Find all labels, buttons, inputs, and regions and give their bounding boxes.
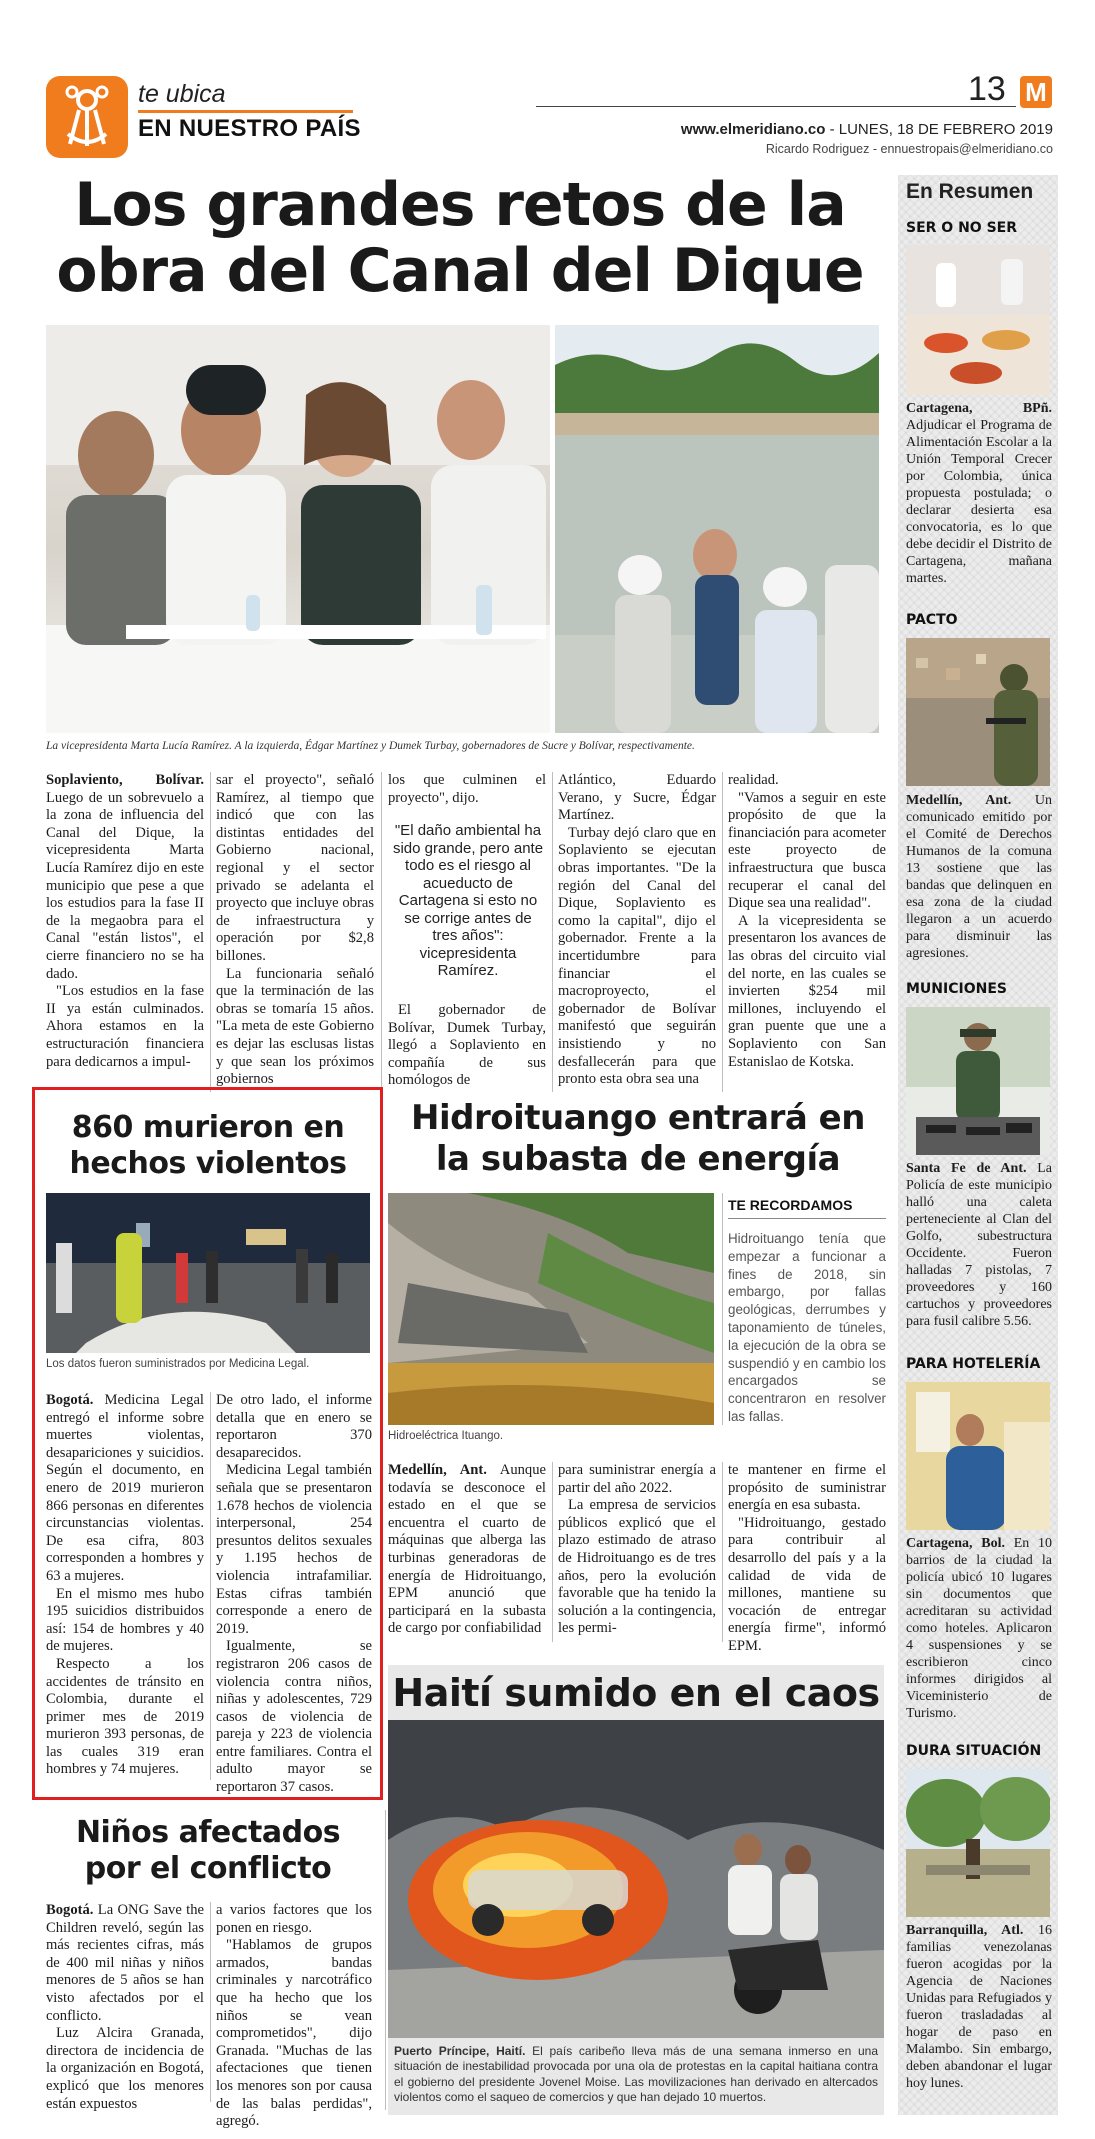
- main-photo-caption: La vicepresidenta Marta Lucía Ramírez. A la izquierda, Édgar Martínez y Dumek Turbay, gobernadores de Sucre y Bolívar, respectivamente.: [46, 740, 695, 752]
- photo-dam: [388, 1193, 714, 1425]
- sidebar-item-head: PACTO: [906, 612, 958, 628]
- violence-headline: [40, 1110, 376, 1182]
- violence-headline-line1: 860 murieron en: [71, 1110, 345, 1145]
- sidebar-item-text: Cartagena, BPñ. Adjudicar el Programa de Alimentación Escolar a la Unión Temporal Crecer por Colombia, única propuesta postulada; o declarar desierta esa convocatoria, es lo que debe decidir el Distrito de Cartagena, mañana martes.: [906, 401, 1052, 586]
- column-divider: [210, 772, 211, 1092]
- header-rule: [536, 106, 1016, 107]
- column-divider: [722, 772, 723, 1092]
- compass-icon: [46, 76, 128, 158]
- hidro-col-3: te mantener en firme el propósito de suministrar energía en esa subasta. "Hidroituango, gestado para contribuir al desarrollo del país y a la calidad de vida de millones, mantiene su vocación de entregar energía firme", informó EPM.: [728, 1462, 886, 1654]
- photo-crime-scene: [46, 1193, 370, 1353]
- column-divider: [385, 1810, 386, 2110]
- sidebar-title: En Resumen: [906, 180, 1034, 203]
- main-headline-line2: obra del Canal del Dique: [56, 236, 864, 306]
- children-headline: [40, 1815, 376, 1887]
- main-col-5: realidad. "Vamos a seguir en este propósito de que la financiación para acometer este proyecto de infraestructura que busca recuperar el canal del Dique sea una realidad". A la vicepresidenta se presentaron los avances de las obras del circuito vial del norte, en las cuales se invierten $254 mil millones, incluyendo el gran puente que une a Soplaviento con San Estanislao de Kotska.: [728, 772, 887, 1070]
- violence-dateline: Bogotá.: [46, 1392, 94, 1408]
- photo-meeting: [46, 325, 550, 733]
- remember-box-title: TE RECORDAMOS: [728, 1197, 853, 1213]
- photo-school-meal: [906, 245, 1050, 395]
- photo-weapons-seizure: [906, 1007, 1050, 1155]
- sidebar-item-text: Medellín, Ant. Un comunicado emitido por el Comité de Derechos Humanos de la comuna 13 sostiene que las bandas que delinquen en esa zona de la ciudad llegaron a un acuerdo para disminuir las agresiones.: [906, 793, 1052, 961]
- children-headline-line1: Niños afectados: [75, 1815, 341, 1850]
- violence-col-1: Bogotá. Medicina Legal entregó el informe sobre muertes violentas, desapariciones y suicidios. Según el documento, en enero de 2019 murieron 866 personas en diferentes circunstancias violentas. De esa cifra, 803 corresponden a hombres y 63 a mujeres. En el mismo mes hubo 195 suicidios distribuidos así: 154 de hombres y 40 de mujeres. Respecto a los accidentes de tránsito en Colombia, durante el primer mes de 2019 murieron 393 personas, de las cuales 319 eran hombres y 74 mujeres.: [46, 1392, 204, 1778]
- remember-box-rule: [728, 1218, 886, 1219]
- section-title: EN NUESTRO PAÍS: [138, 115, 361, 142]
- photo-river: [555, 325, 879, 733]
- hidro-dateline: Medellín, Ant.: [388, 1462, 487, 1478]
- column-divider: [381, 772, 382, 1092]
- children-col-2: a varios factores que los ponen en riesgo. "Hablamos de grupos armados, bandas criminales y narcotráfico que ha hecho que los niños se vean comprometidos", dijo Granada. "Muchas de las afectaciones que tienen los menores son por causa de las balas perdidas", agregó.: [216, 1902, 372, 2130]
- photo-soldier: [906, 638, 1050, 786]
- brand-logo-letter: M: [1025, 77, 1047, 107]
- column-divider: [552, 1462, 553, 1642]
- main-col-2: sar el proyecto", señaló Ramírez, al tiempo que indicó que con las distintas entidades del Gobierno nacional, regional y el sector privado se adelanta el proyecto que incluye obras de infraestructura y operación por $2,8 billones. La funcionaria señaló que la terminación de las obras se tomaría 15 años. "La meta de este Gobierno es dejar las esclusas listas y que sean los próximos gobiernos: [216, 772, 374, 1088]
- main-col-4: Atlántico, Eduardo Verano, y Sucre, Édgar Martínez. Turbay dejó claro que en Soplaviento se ejecutan obras importantes. "De la región del Canal del Dique, Soplaviento es como la capital", dijo el gobernador. Frente a la incertidumbre para financiar el macroproyecto, el gobernador de Bolívar manifestó que seguirán insistiendo y no desfallecerán para que pronto esta obra sea una: [558, 772, 716, 1088]
- sidebar-item-head: PARA HOTELERÍA: [906, 1356, 1041, 1372]
- kicker-rule: [138, 110, 353, 113]
- column-divider: [210, 1392, 211, 1780]
- sidebar-item-text: Barranquilla, Atl. 16 familias venezolanas fueron acogidas por la Agencia de Naciones Unidas para Refugiados y fueron trasladadas al hogar de paso en Malambo. Sin embargo, deben abandonar el lugar hoy lunes.: [906, 1923, 1052, 2091]
- main-headline: [40, 172, 880, 304]
- page-number: 13: [968, 70, 1006, 108]
- column-divider: [210, 1902, 211, 2102]
- main-dateline: Soplaviento, Bolívar.: [46, 772, 204, 788]
- main-col-3b: El gobernador de Bolívar, Dumek Turbay, llegó a Soplaviento en compañía de sus homólogos de: [388, 1002, 546, 1089]
- photo-shelter: [906, 1769, 1050, 1917]
- children-col-1: Bogotá. La ONG Save the Children reveló, según las más recientes cifras, más de 400 mil niñas y niños menores de 5 años se han visto afectados por el conflicto. Luz Alcira Granada, directora de incidencia de la organización en Bogotá, explicó que los menores están expuestos: [46, 1902, 204, 2112]
- sidebar-item-head: SER O NO SER: [906, 220, 1017, 236]
- sidebar-item-head: MUNICIONES: [906, 981, 1007, 997]
- date: - LUNES, 18 DE FEBRERO 2019: [829, 121, 1053, 138]
- sidebar-item-text: Santa Fe de Ant. La Policía de este municipio halló una caleta perteneciente al Clan del Golfo, subestructura Occidente. Fueron halladas 7 pistolas, 7 proveedores y 160 cartuchos y proveedores para fusil calibre 5.56.: [906, 1161, 1052, 1329]
- column-divider: [722, 1193, 723, 1425]
- brand-logo: [1020, 76, 1052, 108]
- haiti-headline: Haití sumido en el caos: [392, 1671, 880, 1715]
- hidro-headline: [388, 1098, 888, 1180]
- sidebar-item-head: DURA SITUACIÓN: [906, 1743, 1042, 1759]
- main-col-1: Soplaviento, Bolívar. Luego de un sobrevuelo a la zona de influencia del Canal del Dique, la vicepresidenta Marta Lucía Ramírez dijo en este municipio que pese a que los estudios para la fase II de la megaobra para el Canal "están listos", el cierre financiero no se ha dado. "Los estudios en la fase II ya están culminados. Ahora estamos en la estructuración financiera para dedicarnos a impul-: [46, 772, 204, 1070]
- hidro-caption: Hidroeléctrica Ituango.: [388, 1430, 504, 1442]
- violence-headline-line2: hechos violentos: [69, 1146, 347, 1181]
- hidro-col-1: Medellín, Ant. Aunque todavía se desconoce el estado en el que se encuentra el cuarto de máquinas que alberga las turbinas generadoras de energía de Hidroituango, EPM anunció que participará en la subasta de cargo por confiabilidad: [388, 1462, 546, 1637]
- hidro-headline-line2: la subasta de energía: [435, 1139, 841, 1179]
- column-divider: [552, 772, 553, 1092]
- photo-haiti-fire: [388, 1720, 884, 2038]
- section-logo: [46, 76, 128, 158]
- children-headline-line2: por el conflicto: [84, 1851, 332, 1886]
- site-url[interactable]: www.elmeridiano.co: [680, 121, 826, 138]
- main-headline-line1: Los grandes retos de la: [74, 170, 846, 240]
- byline: Ricardo Rodriguez - ennuestropais@elmeridiano.co: [765, 142, 1053, 156]
- violence-col-2: De otro lado, el informe detalla que en enero se reportaron 370 desaparecidos. Medicina Legal también señala que se presentaron 1.678 hechos de violencia interpersonal, 254 presuntos delitos sexuales y 1.195 hechos de violencia intrafamiliar. Estas cifras también corresponde a enero de 2019. Igualmente, se registraron 206 casos de violencia contra niños, niñas y adolescentes, 729 casos de violencia de pareja y 223 de violencia entre familiares. Contra el adulto mayor se reportaron 37 casos.: [216, 1392, 372, 1796]
- photo-hotel-inspection: [906, 1382, 1050, 1530]
- section-kicker: te ubica: [138, 80, 226, 108]
- children-dateline: Bogotá.: [46, 1902, 94, 1918]
- remember-box-text: Hidroituango tenía que empezar a funcionar a fines de 2018, sin embargo, por fallas geológicas, derrumbes y taponamiento de túneles, la ejecución de la obra se suspendió y en cambio los encargados se concentraron en resolver las fallas.: [728, 1231, 886, 1424]
- hidro-headline-line1: Hidroituango entrará en: [411, 1098, 865, 1138]
- dateline: [681, 121, 1053, 138]
- column-divider: [722, 1462, 723, 1642]
- pull-quote: "El daño ambiental ha sido grande, pero ante todo es el riesgo al acueducto de Cartagena si esto no se corrige antes de tres años": vicepresidenta Ramírez.: [392, 822, 544, 979]
- main-col-3: los que culminen el proyecto", dijo.: [388, 772, 546, 806]
- hidro-col-2: para suministrar energía a partir del año 2022. La empresa de servicios públicos explicó que el plazo estimado de atraso de Hidroituango es de tres años, pero la evolución favorable que ha tenido la solución a la contingencia, les permi-: [558, 1462, 716, 1637]
- haiti-dateline: Puerto Príncipe, Haití.: [394, 2044, 526, 2058]
- haiti-caption: Puerto Príncipe, Haití. El país caribeño lleva más de una semana inmerso en una situación de inestabilidad provocada por una ola de protestas en la capital haitiana contra el gobierno del presidente Jovenel Moise. Las movilizaciones han derivado en altercados violentos como el saqueo de comercios y que han dejado 10 muertos.: [394, 2044, 878, 2105]
- sidebar-item-text: Cartagena, Bol. En 10 barrios de la ciudad la policía ubicó 10 lugares sin documentos que acreditaran su actividad como hoteles. Aplicaron 4 suspensiones y se escribieron cinco informes dirigidos al Viceministerio de Turismo.: [906, 1536, 1052, 1721]
- violence-caption: Los datos fueron suministrados por Medicina Legal.: [46, 1358, 310, 1370]
